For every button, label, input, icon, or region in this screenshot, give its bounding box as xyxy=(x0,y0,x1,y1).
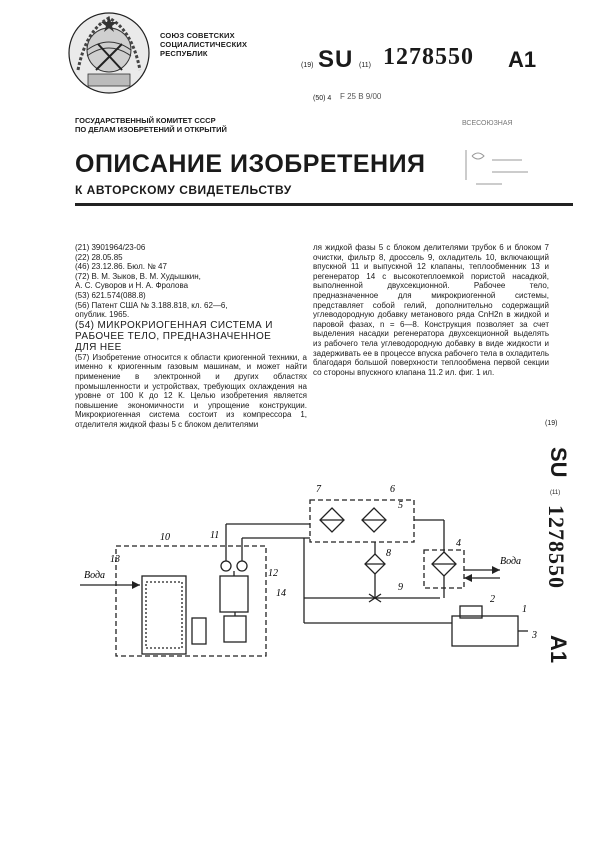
label-11: 11 xyxy=(210,530,220,541)
biblio-line: (53) 621.574(088.8) xyxy=(75,290,146,300)
document-title: ОПИСАНИЕ ИЗОБРЕТЕНИЯ xyxy=(75,150,426,178)
biblio-line: (72) В. М. Зыков, В. М. Худышкин, xyxy=(75,271,201,281)
cooler-housing xyxy=(116,546,266,656)
water-in-label: Вода xyxy=(84,570,106,581)
side-patent-number: 1278550 xyxy=(544,505,569,589)
country-code: SU xyxy=(318,46,354,73)
outlet-valve xyxy=(237,561,247,571)
code-51: (50) 4 xyxy=(313,95,332,102)
stamp-mark xyxy=(462,140,542,190)
committee-line: ГОСУДАРСТВЕННЫЙ КОМИТЕТ СССР xyxy=(75,116,216,125)
committee-line: ПО ДЕЛАМ ИЗОБРЕТЕНИЙ И ОТКРЫТИЙ xyxy=(75,125,227,134)
document-subtitle: К АВТОРСКОМУ СВИДЕТЕЛЬСТВУ xyxy=(75,183,292,197)
heat-exchanger xyxy=(142,576,186,654)
label-14: 14 xyxy=(276,588,286,599)
side-country-code: SU xyxy=(546,447,571,478)
label-10: 10 xyxy=(160,532,170,543)
side-document-kind: A1 xyxy=(546,635,571,664)
regenerator xyxy=(220,576,248,612)
biblio-line: опублик. 1965. xyxy=(75,310,130,320)
biblio-line: (22) 28.05.85 xyxy=(75,252,123,262)
side-code-19: (19) xyxy=(545,420,558,427)
abstract-right: ля жидкой фазы 5 с блоком делителями трубок 6 и блоком 7 очистки, фильтр 8, дроссель 9, охладитель 10, включающий впускной 11 и выпускной 12 клапаны, теплообменник 13 и регенератор 14 с высокотеплоемкой пористой насадкой, выполненной двухсекционной. Рабочее тело, предназначенное для микрокриогенной системы, представляет собой гелий, дополнительно содержащий углеводородную добавку метанового ряда CnH2n в жидкой и паровой фазах, n = 6—8. Конструкция позволяет за счет выделения насадки регенератора двухсекционной выделять из рабочего тела углеводородную добавку в виде жидкости и задерживать ее в процессе впуска рабочего тела в охладитель благодаря большой поверхности теплообмена первой секции со стороны впускного клапана 11.2 ил. фиг. 1 ил. xyxy=(313,243,549,377)
label-7: 7 xyxy=(316,484,321,495)
invention-title-line: РАБОЧЕЕ ТЕЛО, ПРЕДНАЗНАЧЕННОЕ xyxy=(75,330,272,342)
label-5: 5 xyxy=(398,500,403,511)
biblio-line: (46) 23.12.86. Бюл. № 47 xyxy=(75,262,167,272)
abstract-left: (57) Изобретение относится к области криогенной техники, а именно к криогенным газовым машинам, и может найти применение в электронной и других областях промышленности и устройствах, требующих охлаждения на уровне от 100 К до 12 К. Целью изобретения является повышение экономичности и упрощение конструкции. Микрокриогенная система состоит из компрессора 1, отделителя жидкой фазы 5 с блоком делителями xyxy=(75,352,307,429)
compressor xyxy=(452,616,518,646)
side-code-11: (11) xyxy=(550,490,561,496)
document-kind: A1 xyxy=(508,47,537,72)
ipc-class: F 25 B 9/00 xyxy=(340,92,382,101)
label-2: 2 xyxy=(490,594,495,605)
invention-title-line: ДЛЯ НЕЕ xyxy=(75,341,122,353)
biblio-line: А. С. Суворов и Н. А. Фролова xyxy=(75,281,189,291)
water-out-arrow xyxy=(492,566,500,574)
system-diagram xyxy=(80,478,550,678)
org-line: СОЮЗ СОВЕТСКИХ xyxy=(160,31,235,40)
biblio-line: (21) 3901964/23-06 xyxy=(75,243,146,252)
invention-title-line: (54) МИКРОКРИОГЕННАЯ СИСТЕМА И xyxy=(75,319,273,331)
org-line: РЕСПУБЛИК xyxy=(160,49,208,58)
label-12: 12 xyxy=(268,568,278,579)
label-4: 4 xyxy=(456,538,461,549)
code-11: (11) xyxy=(359,62,371,69)
water-out-label: Вода xyxy=(500,556,522,567)
label-6: 6 xyxy=(390,484,395,495)
water-in-arrow xyxy=(132,581,140,589)
organization-name xyxy=(160,31,247,58)
label-9: 9 xyxy=(398,582,403,593)
label-13: 13 xyxy=(110,554,120,565)
committee-name xyxy=(75,116,227,134)
code-19: (19) xyxy=(301,62,314,69)
org-line: СОЦИАЛИСТИЧЕСКИХ xyxy=(160,40,248,49)
ussr-emblem xyxy=(66,10,152,96)
title-rule xyxy=(75,203,573,206)
library-stamp: ВСЕСОЮЗНАЯ xyxy=(462,120,513,127)
biblio-line: (56) Патент США № 3.188.818, кл. 62—6, xyxy=(75,300,228,310)
label-8: 8 xyxy=(386,548,391,559)
bibliographic-data xyxy=(75,243,307,430)
label-1: 1 xyxy=(522,604,527,615)
inlet-valve xyxy=(221,561,231,571)
label-3: 3 xyxy=(532,630,537,641)
patent-number: 1278550 xyxy=(383,44,474,70)
